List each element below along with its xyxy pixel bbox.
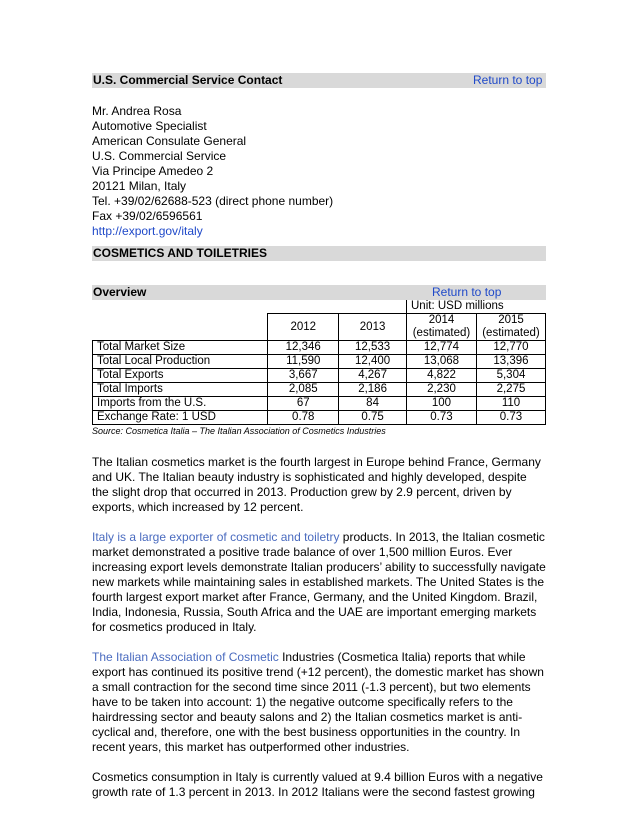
table-cell: 13,068: [407, 355, 477, 369]
table-cell: 100: [407, 397, 477, 411]
table-cell: 0.73: [407, 411, 477, 425]
table-cell: 12,774: [407, 341, 477, 355]
table-row: [93, 341, 546, 355]
return-to-top-link[interactable]: Return to top: [473, 73, 543, 87]
contact-title: U.S. Commercial Service Contact: [93, 73, 283, 87]
header-2015-year: 2015: [498, 314, 524, 326]
paragraph-3: [92, 650, 546, 755]
table-row: [93, 397, 546, 411]
paragraph-2-rest: products. In 2013, the Italian cosmetic market demonstrated a positive trade balance of over 1,500 million Euros. Ever increasing export levels demonstrate Italian producers’ ability to successfully navigate new markets while maintaining sales in established markets. The United States is the fourth largest export market after France, Germany, and the United Kingdom. Brazil, India, Indonesia, Russia, South Africa and the UAE are important emerging markets for cosmetics produced in Italy.: [92, 530, 546, 634]
table-cell: 5,304: [476, 369, 545, 383]
contact-line: Mr. Andrea Rosa: [92, 104, 182, 118]
table-row: [93, 411, 546, 425]
section-header-bar: [92, 246, 546, 261]
overview-return-to-top-link[interactable]: Return to top: [432, 285, 502, 299]
row-label: Exchange Rate: 1 USD: [93, 411, 268, 425]
paragraph-3-lead: The Italian Association of Cosmetic: [92, 650, 279, 664]
table-cell: 110: [476, 397, 545, 411]
header-2015: [476, 314, 545, 341]
header-2015-note: (estimated): [482, 327, 540, 339]
header-2014-note: (estimated): [412, 327, 471, 339]
table-cell: 2,085: [268, 383, 339, 397]
export-gov-link[interactable]: http://export.gov/italy: [92, 224, 203, 238]
table-cell: 0.73: [476, 411, 545, 425]
paragraph-2-lead: Italy is a large exporter of cosmetic and toiletry: [92, 530, 340, 544]
header-2014: [407, 314, 477, 341]
table-cell: 4,267: [339, 369, 407, 383]
paragraph-4: Cosmetics consumption in Italy is currently valued at 9.4 billion Euros with a negative growth rate of 1.3 percent in 2013. In 2012 Italians were the second fastest growing: [92, 770, 543, 799]
table-row: [93, 369, 546, 383]
contact-line: Automotive Specialist: [92, 119, 207, 133]
row-label: Total Local Production: [93, 355, 268, 369]
table-source-note: Source: Cosmetica Italia – The Italian Association of Cosmetics Industries: [92, 426, 386, 436]
row-label: Total Market Size: [93, 341, 268, 355]
overview-title: Overview: [93, 285, 147, 299]
contact-address: [92, 104, 546, 239]
table-cell: 84: [339, 397, 407, 411]
paragraph-1: The Italian cosmetics market is the fourth largest in Europe behind France, Germany and UK. The Italian beauty industry is sophisticated and highly developed, despite the slight drop that occurred in 2013. Production grew by 2.9 percent, driven by exports, which increased by 12 percent.: [92, 455, 541, 514]
contact-line: 20121 Milan, Italy: [92, 179, 187, 193]
header-2013: 2013: [339, 314, 407, 341]
row-label: Imports from the U.S.: [93, 397, 268, 411]
table-row: [93, 383, 546, 397]
table-cell: 11,590: [268, 355, 339, 369]
table-cell: 4,822: [407, 369, 477, 383]
table-cell: 12,400: [339, 355, 407, 369]
paragraph-2: [92, 530, 546, 635]
unit-label: Unit: USD millions: [411, 300, 504, 312]
table-cell: 2,186: [339, 383, 407, 397]
row-label: Total Exports: [93, 369, 268, 383]
table-cell: 12,533: [339, 341, 407, 355]
contact-line: U.S. Commercial Service: [92, 149, 227, 163]
overview-header-bar: [92, 285, 546, 300]
table-cell: 12,770: [476, 341, 545, 355]
paragraph-3-rest: Industries (Cosmetica Italia) reports that while export has continued its positive trend (+12 percent), the domestic market has shown a small contraction for the second time since 2011 (-1.3 percent), but two elements have to be taken into account: 1) the negative outcome specifically refers to the hairdressing sector and beauty salons and 2) the Italian cosmetics market is anti-cyclical and, therefore, one with the best business opportunities in the country. In recent years, this market has outperformed other industries.: [92, 650, 544, 754]
table-cell: 13,396: [476, 355, 545, 369]
table-cell: 2,275: [476, 383, 545, 397]
contact-header-bar: [92, 73, 546, 88]
contact-line: American Consulate General: [92, 134, 247, 148]
table-cell: 0.75: [339, 411, 407, 425]
table-cell: 67: [268, 397, 339, 411]
table-cell: 0.78: [268, 411, 339, 425]
row-label: Total Imports: [93, 383, 268, 397]
header-2014-year: 2014: [428, 314, 455, 326]
document-page: [92, 70, 546, 800]
table-cell: 3,667: [268, 369, 339, 383]
table-row: [93, 355, 546, 369]
contact-line: Fax +39/02/6596561: [92, 209, 203, 223]
header-2012: 2012: [268, 314, 339, 341]
contact-line: Tel. +39/02/62688-523 (direct phone number): [92, 194, 334, 208]
market-data-table: [92, 300, 546, 425]
section-title: COSMETICS AND TOILETRIES: [93, 246, 268, 260]
table-cell: 12,346: [268, 341, 339, 355]
contact-line: Via Principe Amedeo 2: [92, 164, 214, 178]
table-cell: 2,230: [407, 383, 477, 397]
